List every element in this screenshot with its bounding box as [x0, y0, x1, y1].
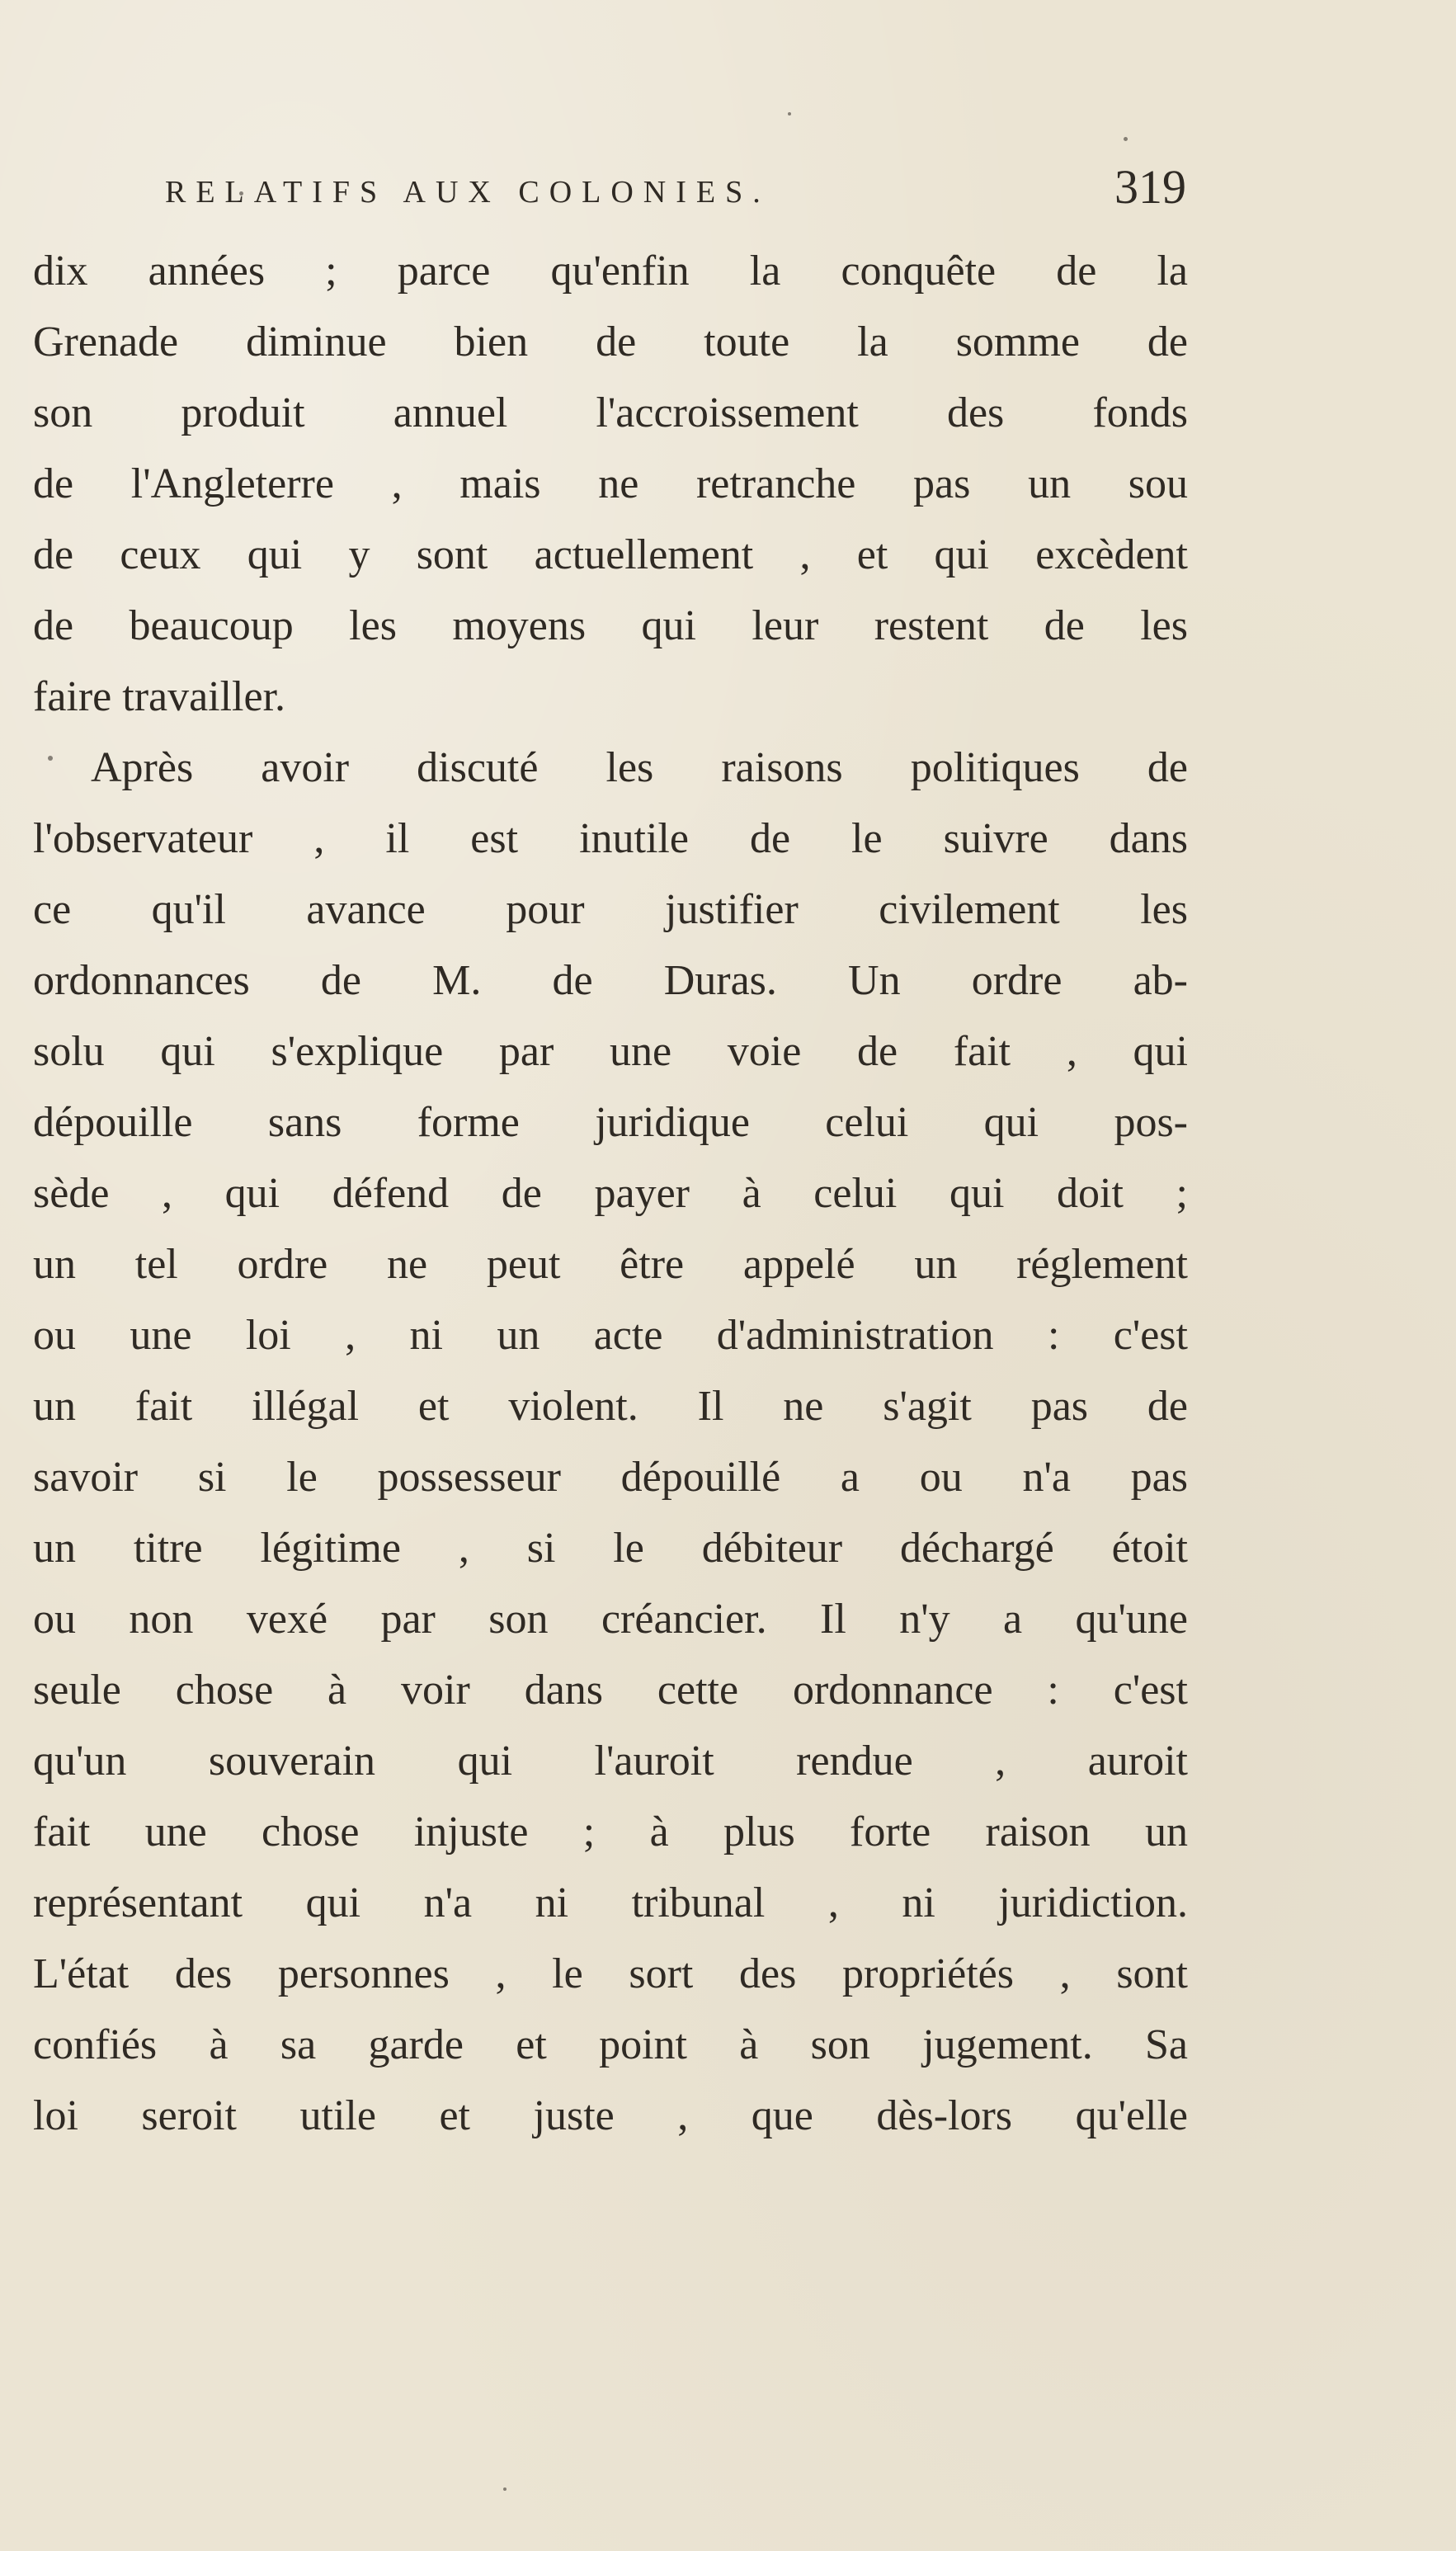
running-title: RELATIFS AUX COLONIES.	[165, 175, 770, 210]
text-line: de l'Angleterre , mais ne retranche pas un sou	[33, 460, 1188, 507]
text-line: un fait illégal et violent. Il ne s'agit pas de	[33, 1383, 1188, 1430]
text-line: L'état des personnes , le sort des propriétés , sont	[33, 1950, 1188, 1997]
body-text	[33, 236, 1188, 2152]
text-line: dépouille sans forme juridique celui qui pos-	[33, 1099, 1188, 1146]
paper-speck	[1124, 137, 1128, 141]
text-line: de ceux qui y sont actuellement , et qui excèdent	[33, 531, 1188, 578]
text-line: ou non vexé par son créancier. Il n'y a qu'une	[33, 1596, 1188, 1643]
paper-speck	[788, 112, 791, 116]
text-line: confiés à sa garde et point à son jugement. Sa	[33, 2021, 1188, 2068]
text-line: ce qu'il avance pour justifier civilement les	[33, 886, 1188, 933]
text-line: loi seroit utile et juste , que dès-lors qu'elle	[33, 2092, 1188, 2139]
text-line: savoir si le possesseur dépouillé a ou n'a pas	[33, 1454, 1188, 1501]
text-line: fait une chose injuste ; à plus forte raison un	[33, 1808, 1188, 1855]
text-line: un titre légitime , si le débiteur déchargé étoit	[33, 1525, 1188, 1572]
text-line: Grenade diminue bien de toute la somme de	[33, 318, 1188, 365]
text-line: représentant qui n'a ni tribunal , ni juridiction.	[33, 1879, 1188, 1926]
paper-speck	[503, 2487, 507, 2491]
text-line: un tel ordre ne peut être appelé un réglement	[33, 1241, 1188, 1288]
text-line: ordonnances de M. de Duras. Un ordre ab-	[33, 957, 1188, 1004]
text-line: de beaucoup les moyens qui leur restent de les	[33, 602, 1188, 649]
text-line: ou une loi , ni un acte d'administration : c'est	[33, 1312, 1188, 1359]
text-line: qu'un souverain qui l'auroit rendue , auroit	[33, 1738, 1188, 1785]
text-line: sède , qui défend de payer à celui qui doit ;	[33, 1170, 1188, 1217]
page-number: 319	[1114, 160, 1186, 214]
paragraph-start-line: Après avoir discuté les raisons politiques de	[91, 744, 1188, 791]
text-line: son produit annuel l'accroissement des fonds	[33, 389, 1188, 436]
page-header	[165, 160, 1186, 221]
paragraph-end-line: faire travailler.	[33, 673, 286, 720]
text-line: solu qui s'explique par une voie de fait , qui	[33, 1028, 1188, 1075]
text-line: seule chose à voir dans cette ordonnance : c'est	[33, 1667, 1188, 1714]
text-line: l'observateur , il est inutile de le suivre dans	[33, 815, 1188, 862]
text-line: dix années ; parce qu'enfin la conquête de la	[33, 248, 1188, 295]
